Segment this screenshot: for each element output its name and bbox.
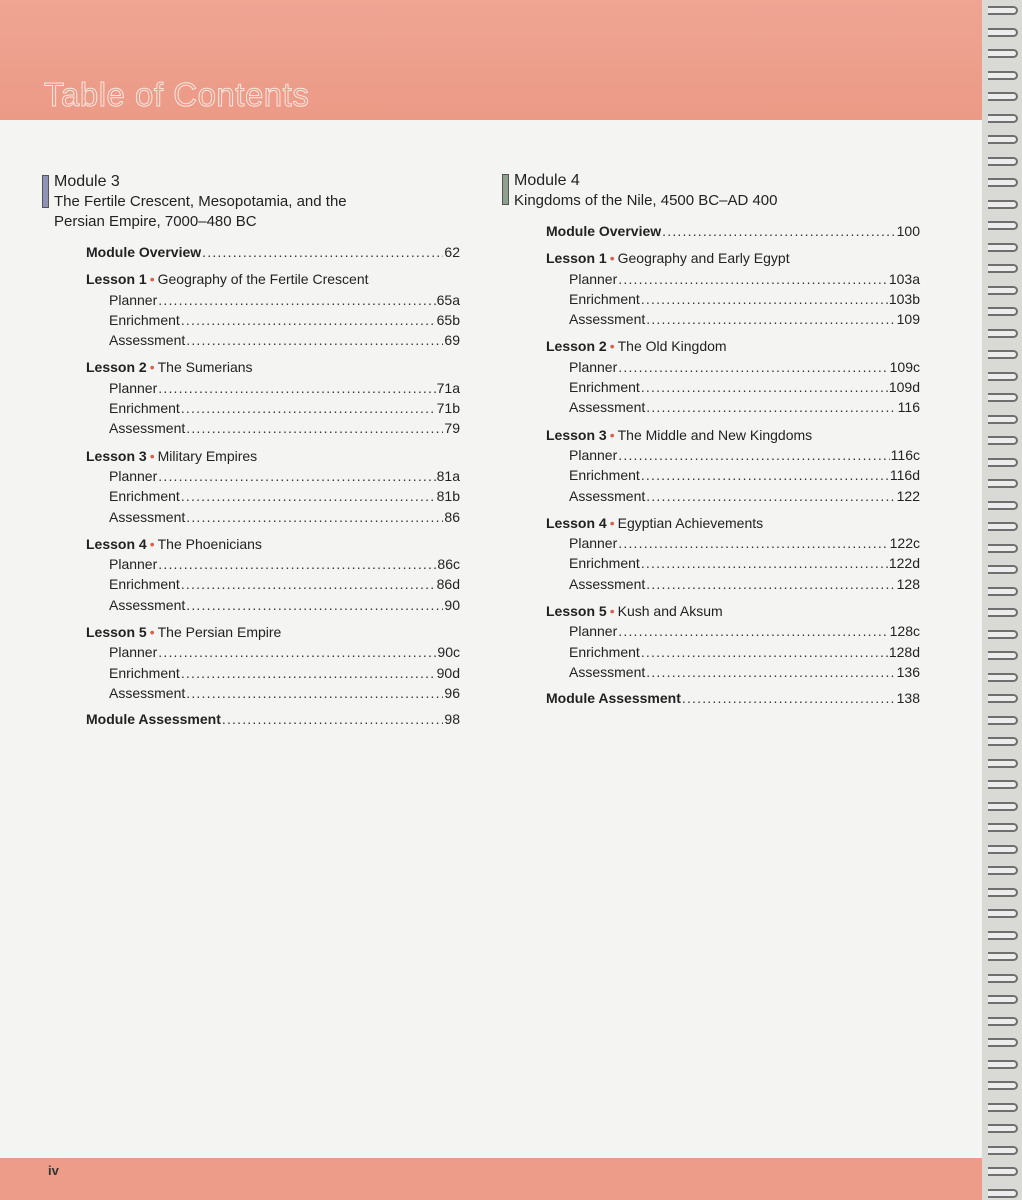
toc-entry-module-overview[interactable] [546,221,920,241]
toc-entry[interactable] [109,418,460,438]
entry-page: 122c [889,535,920,552]
spiral-coil [988,135,1018,144]
toc-entry[interactable] [109,554,460,574]
bullet-icon: • [149,535,155,552]
dot-leader [181,310,436,330]
spiral-coil [988,243,1018,252]
lesson-number: Lesson 1 [86,271,147,288]
entry-label: Planner [569,446,618,463]
toc-entries [546,221,920,709]
lesson-heading[interactable] [86,269,460,289]
entry-label: Assessment [109,332,186,349]
toc-entry[interactable] [569,621,920,641]
entry-label: Enrichment [109,664,180,681]
spiral-coil [988,372,1018,381]
entry-page: 96 [444,684,460,701]
dot-leader [158,642,436,662]
lesson-heading[interactable] [546,248,920,268]
spiral-coil [988,114,1018,123]
spiral-coil [988,92,1018,101]
entry-page: 136 [896,663,920,680]
entry-label: Planner [109,644,158,661]
dot-leader [158,290,435,310]
entry-page: 109c [889,358,920,375]
spiral-coil [988,909,1018,918]
bullet-icon: • [149,624,155,641]
dot-leader [186,418,443,438]
lesson-name: The Sumerians [157,359,253,376]
entry-label: Assessment [569,399,646,416]
module-title: Module 3 [54,173,120,190]
dot-leader [202,242,443,262]
module-heading [40,172,460,232]
dot-leader [646,574,895,594]
spiral-coil [988,49,1018,58]
toc-entry[interactable] [569,553,920,573]
toc-entry[interactable] [569,486,920,506]
lesson-name: Egyptian Achievements [617,514,764,531]
entry-label: Planner [109,556,158,573]
footer-band [0,1158,1022,1200]
dot-leader [181,574,436,594]
lesson-number: Lesson 3 [546,426,607,443]
bullet-icon: • [149,359,155,376]
spiral-coil [988,157,1018,166]
toc-entry[interactable] [109,507,460,527]
lesson-number: Lesson 3 [86,447,147,464]
dot-leader [181,486,436,506]
dot-leader [186,507,443,527]
entry-label: Module Assessment [546,690,681,707]
entry-page: 69 [444,332,460,349]
lesson-heading[interactable] [86,534,460,554]
entry-page: 116d [889,467,920,484]
lesson-name: Military Empires [157,447,258,464]
spiral-coil [988,651,1018,660]
lesson-name: The Old Kingdom [617,338,727,355]
lesson-block [546,513,920,594]
dot-leader [646,309,895,329]
spiral-coil [988,802,1018,811]
toc-entry-module-assessment[interactable] [86,709,460,729]
lesson-number: Lesson 4 [546,514,607,531]
toc-entry[interactable] [109,486,460,506]
toc-entries [86,242,460,730]
dot-leader [181,398,436,418]
page-number: iv [48,1163,59,1178]
lesson-block [546,425,920,506]
lesson-heading[interactable] [546,601,920,621]
spiral-coil [988,716,1018,725]
dot-leader [181,663,436,683]
spiral-coil [988,178,1018,187]
lesson-heading[interactable] [546,336,920,356]
spiral-coil [988,630,1018,639]
spiral-coil [988,931,1018,940]
toc-entry[interactable] [569,642,920,662]
lesson-block [546,248,920,329]
spiral-coil [988,694,1018,703]
bullet-icon: • [609,603,615,620]
toc-entry[interactable] [569,289,920,309]
entry-page: 122d [888,555,920,572]
entry-label: Assessment [569,575,646,592]
lesson-name: The Middle and New Kingdoms [617,426,813,443]
entry-page: 138 [896,690,920,707]
entry-page: 90 [444,596,460,613]
spiral-coil [988,1124,1018,1133]
spiral-coil [988,458,1018,467]
dot-leader [618,269,888,289]
spiral-coil [988,587,1018,596]
entry-label: Assessment [109,508,186,525]
lesson-heading[interactable] [546,513,920,533]
entry-page: 116c [890,446,920,463]
dot-leader [186,330,443,350]
spiral-coil [988,436,1018,445]
bullet-icon: • [609,426,615,443]
toc-entry[interactable] [569,574,920,594]
entry-label: Module Overview [86,244,202,260]
toc-entry[interactable] [109,574,460,594]
lesson-name: Geography of the Fertile Crescent [157,271,369,288]
spiral-coil [988,995,1018,1004]
entry-page: 71a [436,379,460,396]
dot-leader [618,621,888,641]
entry-page: 86d [436,576,460,593]
spiral-coil [988,1103,1018,1112]
entry-page: 90d [436,664,460,681]
spiral-coil [988,200,1018,209]
lesson-block [86,357,460,438]
lesson-heading[interactable] [86,622,460,642]
lesson-block [86,446,460,527]
dot-leader [618,533,888,553]
entry-label: Planner [569,270,618,287]
dot-leader [641,642,888,662]
toc-entry[interactable] [569,377,920,397]
spiral-coil [988,780,1018,789]
lesson-number: Lesson 5 [546,603,607,620]
lesson-number: Lesson 1 [546,250,607,267]
entry-page: 86c [437,556,460,573]
entry-label: Enrichment [569,467,640,484]
spiral-coil [988,71,1018,80]
module-title: Module 4 [514,172,580,189]
lesson-heading[interactable] [86,357,460,377]
toc-entry[interactable] [109,642,460,662]
entry-page: 98 [444,711,460,728]
dot-leader [646,397,896,417]
toc-entry[interactable] [109,683,460,703]
dot-leader [641,465,889,485]
module-4-column [500,171,920,709]
spiral-coil [988,974,1018,983]
spiral-coil [988,1189,1018,1198]
dot-leader [186,595,443,615]
spiral-coil [988,415,1018,424]
lesson-heading[interactable] [86,446,460,466]
dot-leader [641,289,888,309]
spiral-coil [988,888,1018,897]
entry-label: Module Assessment [86,711,221,728]
spiral-coil [988,1017,1018,1026]
toc-entry[interactable] [109,290,460,310]
entry-page: 116 [897,399,920,416]
dot-leader [222,709,444,729]
entry-page: 90c [437,644,460,661]
dot-leader [646,662,895,682]
toc-entry-module-overview[interactable] [86,242,460,262]
entry-page: 128 [896,575,920,592]
toc-entry[interactable] [109,330,460,350]
bullet-icon: • [149,271,155,288]
spiral-coil [988,952,1018,961]
module-subtitle: Persian Empire, 7000–480 BC [54,213,257,230]
entry-label: Assessment [109,596,186,613]
dot-leader [186,683,443,703]
lesson-block [546,601,920,682]
entry-label: Planner [569,623,618,640]
toc-entry-module-assessment[interactable] [546,688,920,708]
module-marker-icon [502,174,509,205]
entry-page: 103b [888,290,920,307]
lesson-number: Lesson 2 [86,359,147,376]
lesson-block [546,336,920,417]
toc-entry[interactable] [569,465,920,485]
spiral-coil [988,565,1018,574]
entry-page: 62 [444,244,460,260]
spiral-coil [988,501,1018,510]
entry-label: Enrichment [569,290,640,307]
spiral-coil [988,608,1018,617]
dot-leader [662,221,895,241]
entry-page: 71b [436,400,460,417]
dot-leader [682,688,896,708]
bullet-icon: • [609,338,615,355]
toc-entry[interactable] [569,357,920,377]
entry-page: 109d [888,379,920,396]
entry-label: Enrichment [109,400,180,417]
module-subtitle: The Fertile Crescent, Mesopotamia, and the [54,193,347,210]
lesson-number: Lesson 2 [546,338,607,355]
spiral-coil [988,28,1018,37]
entry-page: 65b [436,311,460,328]
entry-label: Enrichment [569,643,640,660]
entry-page: 79 [444,420,460,437]
spiral-coil [988,329,1018,338]
dot-leader [646,486,895,506]
toc-entry[interactable] [569,309,920,329]
entry-label: Module Overview [546,223,662,239]
entry-label: Assessment [109,684,186,701]
spiral-coil [988,823,1018,832]
dot-leader [618,445,889,465]
entry-label: Planner [569,358,618,375]
dot-leader [641,377,888,397]
entry-label: Enrichment [569,379,640,396]
entry-label: Enrichment [109,576,180,593]
toc-entry[interactable] [569,533,920,553]
spiral-coil [988,1167,1018,1176]
entry-label: Assessment [109,420,186,437]
entry-page: 81a [436,467,460,484]
entry-page: 128d [888,643,920,660]
bullet-icon: • [149,447,155,464]
toc-entry[interactable] [109,398,460,418]
dot-leader [158,554,436,574]
entry-label: Planner [569,535,618,552]
toc-entry[interactable] [109,378,460,398]
toc-entry[interactable] [569,445,920,465]
spiral-coil [988,307,1018,316]
toc-entry[interactable] [109,310,460,330]
toc-entry[interactable] [109,663,460,683]
spiral-coil [988,1038,1018,1047]
page-title: Table of Contents [44,76,310,113]
spiral-coil [988,522,1018,531]
module-subtitle: Kingdoms of the Nile, 4500 BC–AD 400 [514,192,778,209]
entry-label: Enrichment [109,488,180,505]
spiral-coil [988,286,1018,295]
entry-label: Planner [109,379,158,396]
toc-entry[interactable] [569,269,920,289]
spiral-coil [988,264,1018,273]
entry-page: 100 [896,223,920,239]
entry-label: Assessment [569,487,646,504]
spiral-coil [988,393,1018,402]
dot-leader [158,378,435,398]
entry-page: 128c [889,623,920,640]
dot-leader [618,357,888,377]
spiral-coil [988,673,1018,682]
module-3-column [40,172,460,730]
lesson-name: The Persian Empire [157,624,282,641]
entry-page: 86 [444,508,460,525]
toc-entry[interactable] [569,662,920,682]
spiral-coil [988,737,1018,746]
lesson-number: Lesson 5 [86,624,147,641]
lesson-name: Geography and Early Egypt [617,250,790,267]
module-heading [500,171,920,211]
spiral-coil [988,350,1018,359]
lesson-number: Lesson 4 [86,535,147,552]
bullet-icon: • [609,250,615,267]
spiral-coil [988,759,1018,768]
spiral-coil [988,6,1018,15]
entry-label: Assessment [569,663,646,680]
lesson-name: Kush and Aksum [617,603,723,620]
entry-page: 103a [888,270,920,287]
spiral-coil [988,1081,1018,1090]
lesson-block [86,534,460,615]
spiral-coil [988,1146,1018,1155]
module-marker-icon [42,175,49,208]
bullet-icon: • [609,514,615,531]
spiral-coil [988,866,1018,875]
spiral-coil [988,479,1018,488]
entry-page: 122 [896,487,920,504]
entry-label: Planner [109,467,158,484]
dot-leader [158,466,435,486]
spiral-coil [988,845,1018,854]
lesson-block [86,622,460,703]
toc-entry[interactable] [109,595,460,615]
dot-leader [641,553,888,573]
toc-entry[interactable] [109,466,460,486]
entry-page: 81b [436,488,460,505]
entry-label: Assessment [569,311,646,328]
entry-page: 109 [896,311,920,328]
lesson-block [86,269,460,350]
lesson-heading[interactable] [546,425,920,445]
entry-label: Planner [109,291,158,308]
entry-label: Enrichment [109,311,180,328]
spiral-coil [988,544,1018,553]
entry-page: 65a [436,291,460,308]
spiral-coil [988,1060,1018,1069]
lesson-name: The Phoenicians [157,535,262,552]
entry-label: Enrichment [569,555,640,572]
toc-entry[interactable] [569,397,920,417]
spiral-binding [982,0,1022,1200]
spiral-coil [988,221,1018,230]
